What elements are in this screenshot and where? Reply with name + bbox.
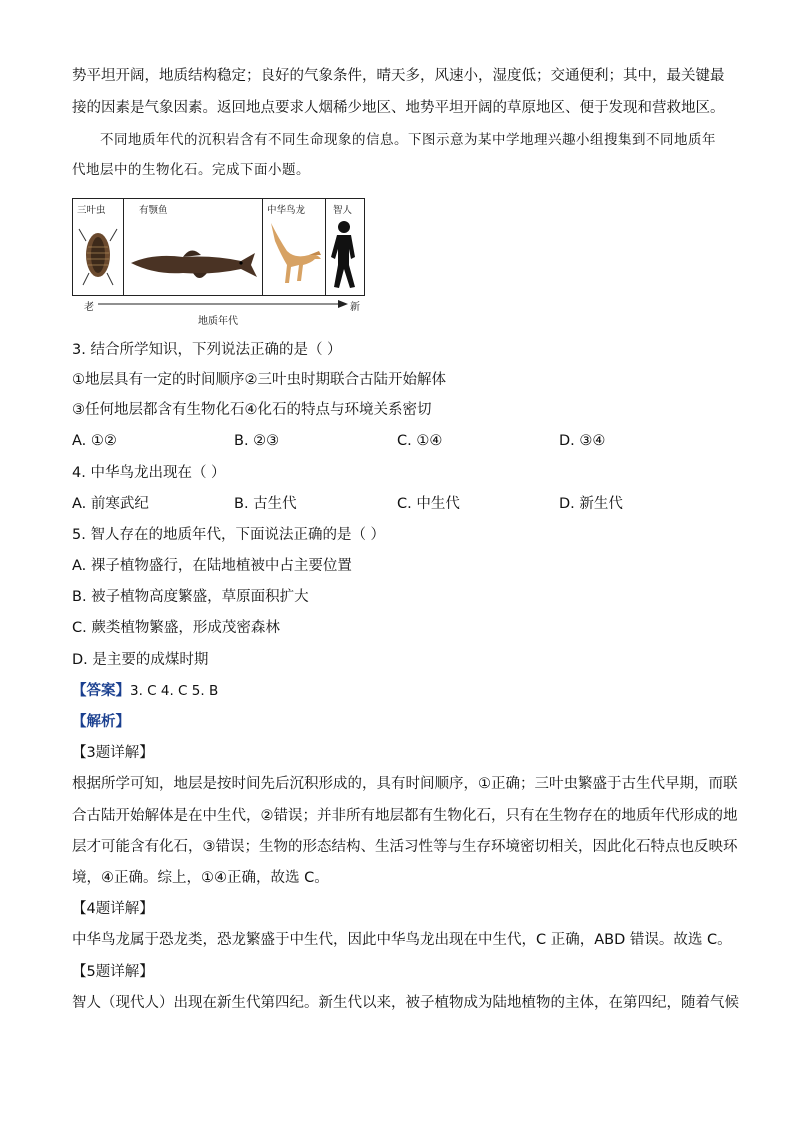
q3-detail-head: 【3题详解】 [72, 745, 154, 761]
q3-detail-line: 境，④正确。综上，①④正确，故选 C。 [72, 870, 329, 886]
trilobite-icon [79, 229, 117, 285]
q5-detail-head: 【5题详解】 [72, 964, 154, 980]
answer-values: 3. C 4. C 5. B [130, 683, 219, 699]
q4-option-a: A. 前寒武纪 [72, 496, 149, 512]
q4-detail-line: 中华鸟龙属于恐龙类，恐龙繁盛于中生代，因此中华鸟龙出现在中生代，C 正确，ABD 错误。故选 C。 [72, 932, 732, 948]
q3-statement: ③任何地层都含有生物化石④化石的特点与环境关系密切 [72, 402, 432, 418]
sinosauropteryx-icon [271, 223, 321, 283]
analysis-tag: 【解析】 [72, 714, 130, 730]
q3-option-b: B. ②③ [234, 433, 280, 449]
q3-detail-line: 根据所学可知，地层是按时间先后沉积形成的，具有时间顺序，①正确；三叶虫繁盛于古生代早期，而联 [72, 776, 738, 792]
q3-option-d: D. ③④ [559, 433, 606, 449]
q5-detail-line: 智人（现代人）出现在新生代第四纪。新生代以来，被子植物成为陆地植物的主体，在第四纪，随着气候 [72, 995, 739, 1011]
q5-option-b: B. 被子植物高度繁盛，草原面积扩大 [72, 589, 309, 605]
q5-option-d: D. 是主要的成煤时期 [72, 652, 209, 668]
label-trilobite: 三叶虫 [77, 205, 106, 216]
q5-option-a: A. 裸子植物盛行，在陆地植被中占主要位置 [72, 558, 352, 574]
q5-option-c: C. 蕨类植物繁盛，形成茂密森林 [72, 620, 280, 636]
paragraph-line: 接的因素是气象因素。返回地点要求人烟稀少地区、地势平坦开阔的草原地区、便于发现和营救地区。 [72, 100, 725, 116]
q4-option-b: B. 古生代 [234, 496, 297, 512]
intro-line: 代地层中的生物化石。完成下面小题。 [72, 162, 310, 178]
axis-title: 地质年代 [198, 316, 238, 327]
q3-detail-line: 层才可能含有化石，③错误；生物的形态结构、生活习性等与生存环境密切相关，因此化石特点也反映环 [72, 839, 738, 855]
time-axis [68, 296, 368, 312]
q4-option-c: C. 中生代 [397, 496, 460, 512]
answer-line [72, 681, 218, 701]
q3-option-c: C. ①④ [397, 433, 443, 449]
paragraph-line: 势平坦开阔，地质结构稳定；良好的气象条件，晴天多，风速小，湿度低；交通便利；其中，最关键最 [72, 68, 725, 84]
q3-stem: 3. 结合所学知识，下列说法正确的是（ ） [72, 342, 342, 358]
q3-option-a: A. ①② [72, 433, 117, 449]
q4-option-d: D. 新生代 [559, 496, 623, 512]
q5-stem: 5. 智人存在的地质年代，下面说法正确的是（ ） [72, 527, 386, 543]
q3-statement: ①地层具有一定的时间顺序②三叶虫时期联合古陆开始解体 [72, 372, 446, 388]
intro-line: 不同地质年代的沉积岩含有不同生命现象的信息。下图示意为某中学地理兴趣小组搜集到不同地质年 [100, 132, 716, 148]
axis-old-label: 老 [84, 302, 94, 313]
axis-new-label: 新 [350, 302, 360, 313]
fossil-illustrations [73, 199, 364, 295]
fossil-figure [72, 198, 365, 296]
homo-sapiens-icon [331, 221, 355, 288]
q3-detail-line: 合古陆开始解体是在中生代，②错误；并非所有地层都有生物化石，只有在生物存在的地质年代形成的地 [72, 808, 738, 824]
label-homo-sapiens: 智人 [333, 205, 353, 216]
q4-stem: 4. 中华鸟龙出现在（ ） [72, 465, 226, 481]
label-sinosauropteryx: 中华鸟龙 [267, 205, 306, 216]
answer-tag: 【答案】 [72, 683, 130, 699]
jawed-fish-icon [131, 250, 257, 278]
q4-detail-head: 【4题详解】 [72, 901, 154, 917]
label-jawed-fish: 有颚鱼 [139, 205, 168, 216]
